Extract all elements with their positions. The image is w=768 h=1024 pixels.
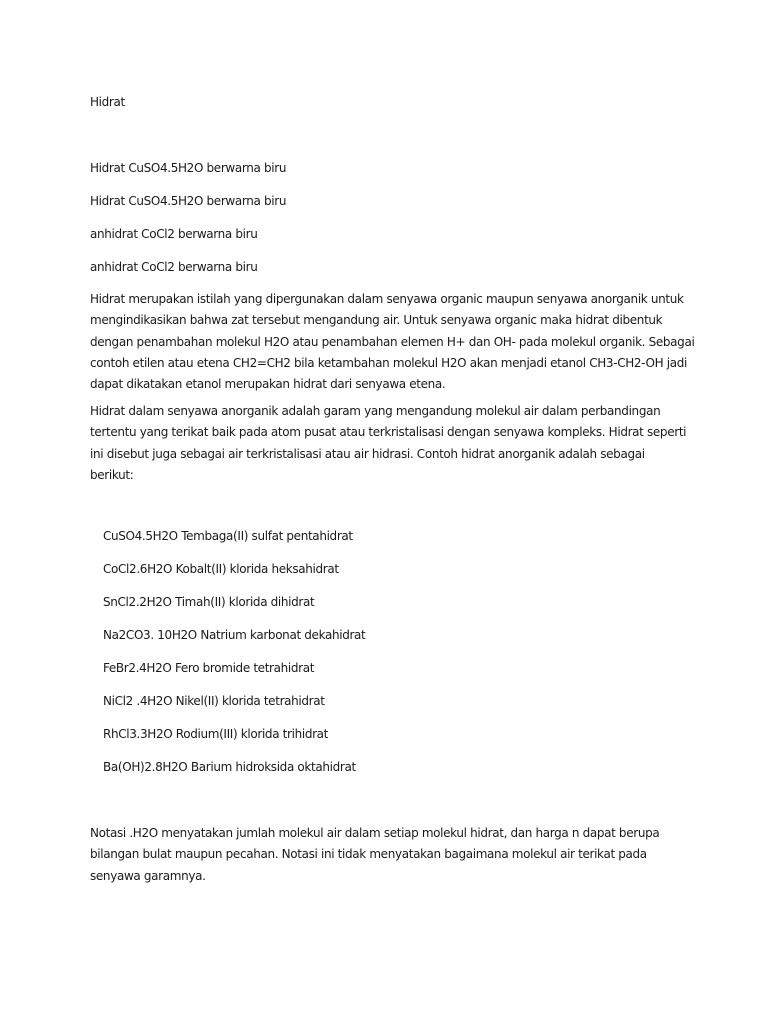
list-item: CuSO4.5H2O Tembaga(II) sulfat pentahidrat <box>103 529 353 543</box>
list-item: SnCl2.2H2O Timah(II) klorida dihidrat <box>103 595 315 609</box>
image-caption: anhidrat CoCl2 berwarna biru <box>90 260 258 274</box>
paragraph-line: Notasi .H2O menyatakan jumlah molekul air dalam setiap molekul hidrat, dan harga n dapat berupa <box>90 826 660 840</box>
paragraph-line: contoh etilen atau etena CH2=CH2 bila ketambahan molekul H2O akan menjadi etanol CH3-CH2-OH jadi <box>90 355 687 370</box>
list-item: RhCl3.3H2O Rodium(III) klorida trihidrat <box>103 727 329 741</box>
paragraph-line: berikut: <box>90 467 134 482</box>
paragraph-inorganic-hydrate <box>90 401 750 486</box>
list-item: NiCl2 .4H2O Nikel(II) klorida tetrahidrat <box>103 694 325 708</box>
list-item: Ba(OH)2.8H2O Barium hidroksida oktahidrat <box>103 760 356 774</box>
paragraph-line: mengindikasikan bahwa zat tersebut mengandung air. Untuk senyawa organic maka hidrat dibentuk <box>90 313 663 328</box>
list-item: CoCl2.6H2O Kobalt(II) klorida heksahidrat <box>103 562 339 576</box>
paragraph-organic-hydrate <box>90 289 750 395</box>
paragraph-line: dapat dikatakan etanol merupakan hidrat dari senyawa etena. <box>90 377 446 392</box>
list-item: Na2CO3. 10H2O Natrium karbonat dekahidrat <box>103 628 366 642</box>
paragraph-line: Hidrat merupakan istilah yang dipergunakan dalam senyawa organic maupun senyawa anorganik untuk <box>90 292 684 306</box>
image-caption: Hidrat CuSO4.5H2O berwarna biru <box>90 194 287 208</box>
paragraph-line: ini disebut juga sebagai air terkristalisasi atau air hidrasi. Contoh hidrat anorganik adalah sebagai <box>90 446 645 461</box>
image-caption: Hidrat CuSO4.5H2O berwarna biru <box>90 161 287 175</box>
image-caption: anhidrat CoCl2 berwarna biru <box>90 227 258 241</box>
paragraph-line: bilangan bulat maupun pecahan. Notasi ini tidak menyatakan bagaimana molekul air terikat pada <box>90 847 647 862</box>
paragraph-notation <box>90 823 750 887</box>
paragraph-line: tertentu yang terikat baik pada atom pusat atau terkristalisasi dengan senyawa kompleks. Hidrat seperti <box>90 425 687 440</box>
document-title: Hidrat <box>90 95 125 109</box>
paragraph-line: dengan penambahan molekul H2O atau penambahan elemen H+ dan OH- pada molekul organik. Sebagai <box>90 334 695 349</box>
paragraph-line: senyawa garamnya. <box>90 868 206 883</box>
paragraph-line: Hidrat dalam senyawa anorganik adalah garam yang mengandung molekul air dalam perbandingan <box>90 404 661 418</box>
hydrate-examples-list <box>103 528 365 792</box>
list-item: FeBr2.4H2O Fero bromide tetrahidrat <box>103 661 315 675</box>
